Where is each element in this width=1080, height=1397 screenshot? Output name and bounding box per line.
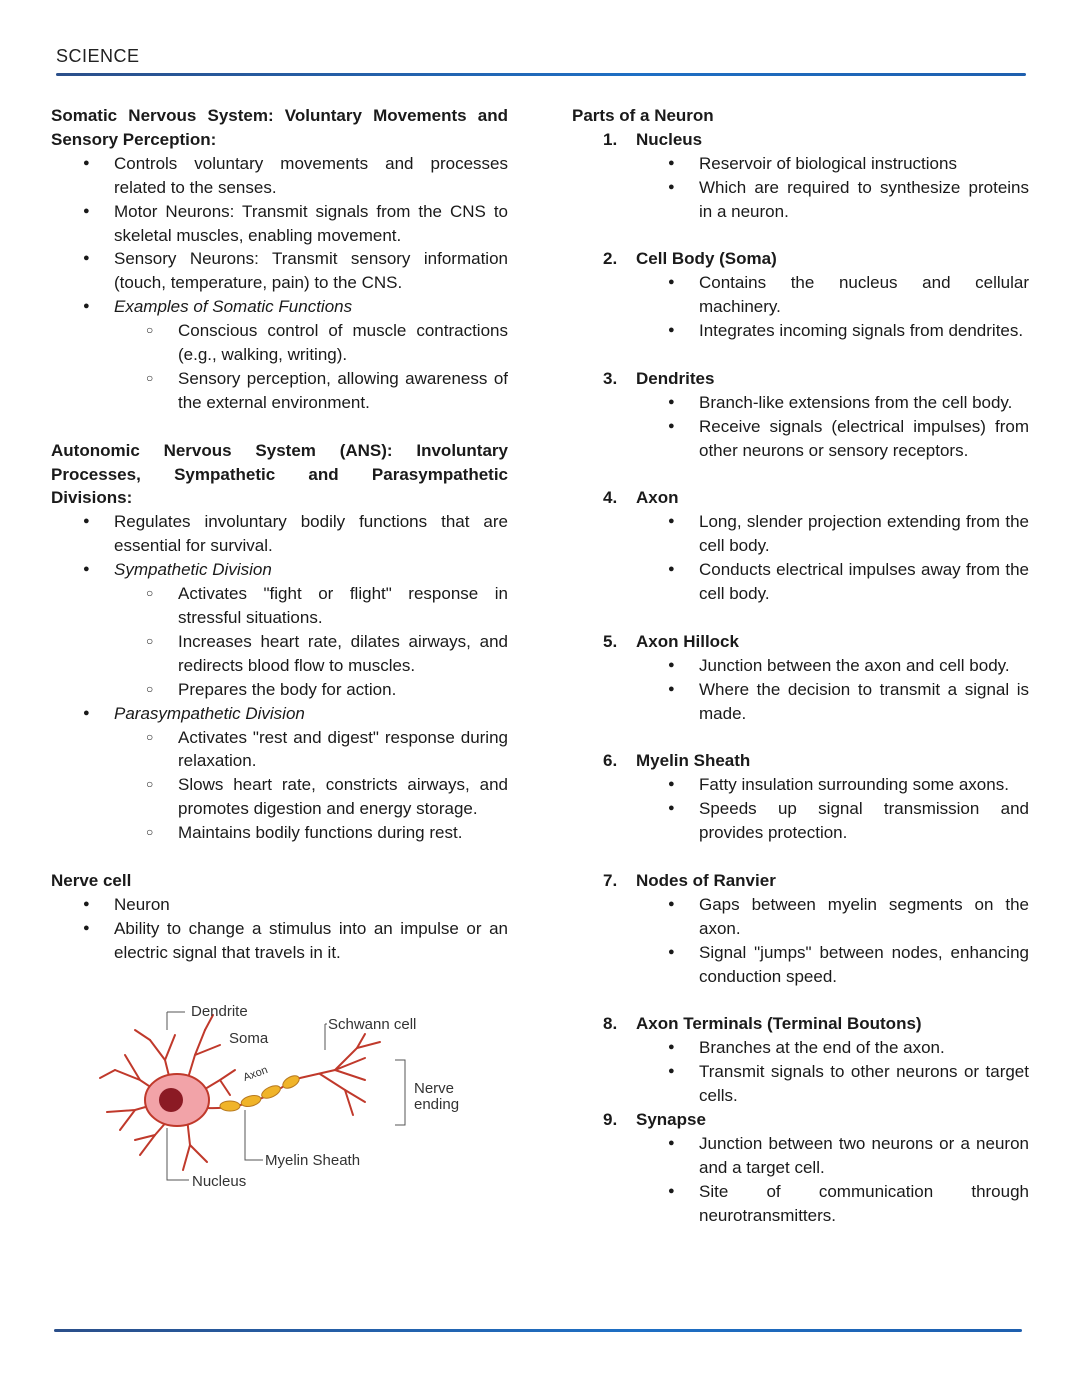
sub-list-item: ○ Prepares the body for action. — [51, 678, 508, 702]
sub-list-item: ○ Activates "fight or flight" response in stressful situations. — [51, 582, 508, 630]
nucleus-label: Nucleus — [192, 1173, 247, 1190]
axon-label: Axon — [241, 1064, 270, 1084]
list-item: ● Contains the nucleus and cellular machinery. — [572, 271, 1029, 319]
part-heading-nucleus: 1. Nucleus — [603, 129, 703, 149]
schwann-cell-label: Schwann cell — [328, 1016, 417, 1033]
sub-list-item: ○ Conscious control of muscle contractions (e.g., walking, writing). — [51, 319, 508, 367]
part-heading-axon: 4. Axon — [603, 488, 679, 508]
somatic-heading: Somatic Nervous System: Voluntary Movements and Sensory Perception: — [51, 106, 508, 149]
sub-list-item: ○ Increases heart rate, dilates airways, and redirects blood flow to muscles. — [51, 630, 508, 678]
nerve-ending-label: Nerve ending — [414, 1080, 460, 1113]
list-item: ● Motor Neurons: Transmit signals from the CNS to skeletal muscles, enabling movement. — [51, 200, 508, 248]
list-item: ● Parasympathetic Division — [51, 702, 508, 726]
dendrite-label: Dendrite — [191, 1003, 248, 1020]
list-item: ● Junction between two neurons or a neuron and a target cell. — [572, 1132, 1029, 1180]
part-heading-axon-hillock: 5. Axon Hillock — [603, 631, 739, 651]
nerve-cell-heading: Nerve cell — [51, 870, 132, 890]
somatic-list — [51, 152, 508, 415]
list-item: ● Junction between the axon and cell body. — [572, 654, 1029, 678]
list-item: ● Sensory Neurons: Transmit sensory information (touch, temperature, pain) to the CNS. — [51, 247, 508, 295]
left-column — [51, 104, 508, 965]
list-item: ● Integrates incoming signals from dendrites. — [572, 319, 1029, 343]
list-item: ● Regulates involuntary bodily functions that are essential for survival. — [51, 510, 508, 558]
page-header-title: SCIENCE — [56, 46, 140, 66]
list-item: ● Receive signals (electrical impulses) from other neurons or sensory receptors. — [572, 415, 1029, 463]
nerve-cell-list — [51, 893, 508, 965]
part-heading-axon-terminals: 8. Axon Terminals (Terminal Boutons) — [603, 1014, 922, 1034]
part-heading-nodes-of-ranvier: 7. Nodes of Ranvier — [603, 870, 776, 890]
list-item: ● Examples of Somatic Functions — [51, 295, 508, 319]
list-item: ● Branches at the end of the axon. — [572, 1036, 1029, 1060]
sub-list-item: ○ Maintains bodily functions during rest. — [51, 821, 508, 845]
parts-heading: Parts of a Neuron — [572, 106, 714, 125]
list-item: ● Which are required to synthesize proteins in a neuron. — [572, 176, 1029, 224]
list-item: ● Ability to change a stimulus into an impulse or an electric signal that travels in it. — [51, 917, 508, 965]
myelin-sheath-label: Myelin Sheath — [265, 1152, 361, 1169]
autonomic-heading: Autonomic Nervous System (ANS): Involuntary Processes, Sympathetic and Parasympathetic Divisions: — [51, 440, 508, 508]
list-item: ● Sympathetic Division — [51, 558, 508, 582]
list-item: ● Where the decision to transmit a signal is made. — [572, 678, 1029, 726]
sub-list-item: ○ Sensory perception, allowing awareness of the external environment. — [51, 367, 508, 415]
nucleus-shape — [159, 1088, 183, 1112]
part-heading-cell-body: 2. Cell Body (Soma) — [603, 249, 777, 269]
part-heading-dendrites: 3. Dendrites — [603, 368, 715, 388]
list-item: ● Transmit signals to other neurons or target cells. — [572, 1060, 1029, 1108]
list-item: ● Reservoir of biological instructions — [572, 152, 1029, 176]
neuron-diagram — [95, 1000, 475, 1195]
sub-list-item: ○ Slows heart rate, constricts airways, and promotes digestion and energy storage. — [51, 773, 508, 821]
list-item: ● Site of communication through neurotransmitters. — [572, 1180, 1029, 1228]
list-item: ● Conducts electrical impulses away from the cell body. — [572, 558, 1029, 606]
list-item: ● Controls voluntary movements and processes related to the senses. — [51, 152, 508, 200]
list-item: ● Branch-like extensions from the cell body. — [572, 391, 1029, 415]
list-item: ● Signal "jumps" between nodes, enhancing conduction speed. — [572, 941, 1029, 989]
right-column — [572, 104, 1029, 1227]
list-item: ● Long, slender projection extending from the cell body. — [572, 510, 1029, 558]
list-item: ● Fatty insulation surrounding some axons. — [572, 773, 1029, 797]
part-heading-synapse: 9. Synapse — [603, 1109, 706, 1129]
list-item: ● Speeds up signal transmission and provides protection. — [572, 797, 1029, 845]
part-heading-myelin-sheath: 6. Myelin Sheath — [603, 751, 751, 771]
list-item: ● Gaps between myelin segments on the axon. — [572, 893, 1029, 941]
autonomic-list — [51, 510, 508, 845]
soma-label: Soma — [229, 1030, 269, 1047]
sub-list-item: ○ Activates "rest and digest" response during relaxation. — [51, 726, 508, 774]
footer-rule — [54, 1329, 1022, 1332]
header-rule — [56, 73, 1026, 76]
list-item: ● Neuron — [51, 893, 508, 917]
